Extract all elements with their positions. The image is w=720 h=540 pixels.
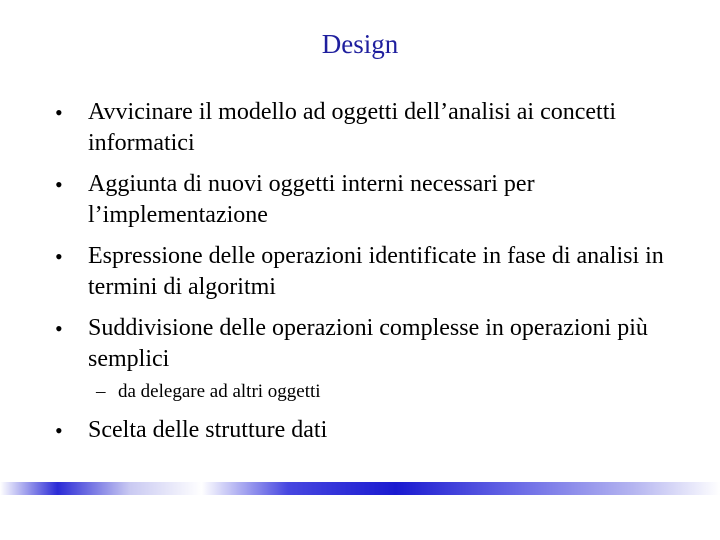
- bullet-icon: •: [55, 244, 63, 269]
- bullet-icon: •: [55, 100, 63, 125]
- slide-title: Design: [321, 29, 399, 59]
- bullet-text: Avvicinare il modello ad oggetti dell’analisi ai concetti informatici: [88, 99, 617, 156]
- bullet-list: [55, 97, 695, 456]
- bullet-item: [55, 313, 695, 405]
- bullet-text: Scelta delle strutture dati: [88, 417, 328, 443]
- sub-bullet-item: [88, 379, 695, 405]
- bullet-item: [55, 241, 695, 303]
- bullet-text: Suddivisione delle operazioni complesse in operazioni più semplici: [88, 315, 648, 372]
- bullet-item: [55, 415, 695, 446]
- bullet-icon: •: [55, 172, 63, 197]
- dash-icon: –: [96, 381, 106, 402]
- bullet-icon: •: [55, 316, 63, 341]
- bullet-text: Aggiunta di nuovi oggetti interni necessari per l’implementazione: [88, 171, 535, 228]
- bullet-item: [55, 169, 695, 231]
- bullet-text: Espressione delle operazioni identificate in fase di analisi in termini di algoritmi: [88, 243, 664, 300]
- bullet-icon: •: [55, 418, 63, 443]
- sub-bullet-text: da delegare ad altri oggetti: [118, 381, 321, 402]
- footer-gradient-bar: [0, 482, 720, 495]
- bullet-item: [55, 97, 695, 159]
- sub-bullet-list: [88, 379, 695, 405]
